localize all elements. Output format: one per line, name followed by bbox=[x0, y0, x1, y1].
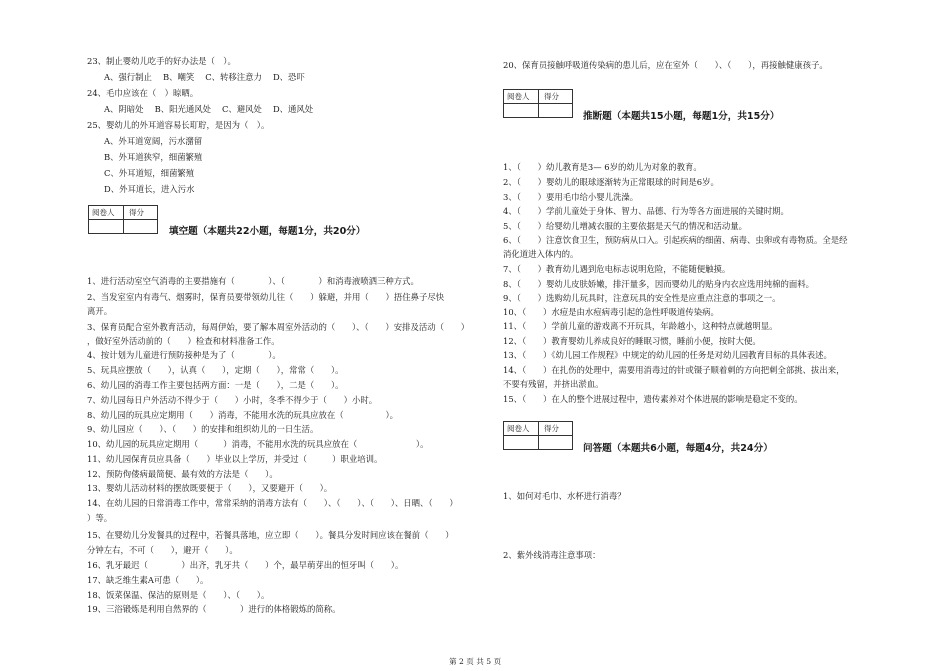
grader-label: 阅卷人 bbox=[507, 424, 530, 433]
question-23-options: A、强行制止 B、嘲笑 C、转移注意力 D、恐吓 bbox=[104, 72, 305, 82]
fill-item-2: 2、当发室室内有毒气、烟雾时，保育员要带领幼儿往（ ）躲避，并用（ ）捂住鼻子尽快 bbox=[87, 292, 445, 302]
fill-item-15-cont: 分钟左右，不可（ ），避开（ ）。 bbox=[87, 545, 238, 555]
judge-item-4: 4、（ ）学前儿童处于身体、智力、品德、行为等各方面进展的关键时期。 bbox=[503, 206, 789, 216]
question-25: 25、婴幼儿的外耳道容易长耵聍，是因为（ ）。 bbox=[87, 120, 270, 130]
score-label: 得分 bbox=[544, 424, 559, 433]
score-label: 得分 bbox=[129, 208, 144, 217]
question-24: 24、毛巾应该在（ ）晾晒。 bbox=[87, 88, 199, 98]
page-footer: 第 2 页 共 5 页 bbox=[448, 657, 502, 666]
qa-item-2: 2、紫外线消毒注意事项： bbox=[503, 550, 601, 560]
judge-item-13: 13、（ ）《幼儿园工作规程》中规定的幼儿园的任务是对幼儿园教育目标的具体表述。 bbox=[503, 350, 832, 360]
score-box bbox=[503, 421, 573, 450]
judge-item-1: 1、（ ）幼儿教育是3— 6岁的幼儿为对象的教育。 bbox=[503, 162, 702, 172]
section-title-judge: 推断题（本题共15小题，每题1分，共15分） bbox=[583, 111, 780, 122]
fill-item-6: 6、幼儿园的消毒工作主要包括两方面：一是（ ），二是（ ）。 bbox=[87, 380, 344, 390]
judge-item-9: 9、（ ）选购幼儿玩具时，注意玩具的安全性是应重点注意的事项之一。 bbox=[503, 293, 781, 303]
section-title-fill: 填空题（本题共22小题，每题1分，共20分） bbox=[169, 226, 366, 237]
fill-item-13: 13、婴幼儿活动材料的摆放既要便于（ ），又要避开（ ）。 bbox=[87, 483, 333, 493]
fill-item-1: 1、进行活动室空气消毒的主要措施有（ ）、（ ）和消毒液喷洒三种方式。 bbox=[87, 276, 419, 286]
qa-item-1: 1、如何对毛巾、水杯进行消毒？ bbox=[503, 491, 626, 501]
grader-label: 阅卷人 bbox=[92, 208, 115, 217]
fill-item-17: 17、缺乏维生素A可患（ ）。 bbox=[87, 575, 209, 585]
fill-item-8: 8、幼儿园的玩具应定期用（ ）消毒，不能用水洗的玩具应放在（ ）。 bbox=[87, 410, 399, 420]
fill-item-19: 19、三浴锻炼是利用自然界的（ ）进行的体格锻炼的简称。 bbox=[87, 604, 341, 614]
score-box bbox=[88, 205, 158, 234]
judge-item-6: 6、（ ）注意饮食卫生，预防病从口入。引起疾病的细菌、病毒、虫卵或有毒物质。全是经 bbox=[503, 235, 848, 245]
fill-item-9: 9、幼儿园应（ ）、（ ）的安排和组织幼儿的一日生活。 bbox=[87, 424, 319, 434]
judge-item-8: 8、（ ）婴幼儿皮肤娇嫩，排汗量多，因而婴幼儿的贴身内衣应选用纯棉的面料。 bbox=[503, 279, 815, 289]
question-24-options: A、阴暗处 B、阳光通风处 C、避风处 D、通风处 bbox=[104, 104, 314, 114]
question-25-option-a: A、外耳道宽阔，污水潴留 bbox=[104, 136, 203, 146]
judge-item-14-cont: 不要有残留，并挤出淤血。 bbox=[503, 379, 604, 389]
fill-item-14: 14、在幼儿园的日常消毒工作中，常常采纳的消毒方法有（ ）、（ ）、（ ）、日晒、（ ） bbox=[87, 498, 458, 508]
fill-item-14-cont: ）等。 bbox=[87, 513, 113, 523]
score-box bbox=[503, 89, 573, 118]
fill-item-3: 3、保育员配合室外教育活动，每周伊始，要了解本周室外活动的（ ）、（ ）安排及活动（ ） bbox=[87, 322, 470, 332]
judge-item-3: 3、（ ）要用毛巾给小婴儿洗澡。 bbox=[503, 192, 639, 202]
fill-item-18: 18、饭菜保温、保洁的原则是（ ）、（ ）。 bbox=[87, 590, 270, 600]
judge-item-2: 2、（ ）婴幼儿的眼球逐渐转为正常眼球的时间是6岁。 bbox=[503, 177, 719, 187]
fill-item-10: 10、幼儿园的玩具应定期用（ ）消毒，不能用水洗的玩具应放在（ ）。 bbox=[87, 439, 429, 449]
fill-item-7: 7、幼儿园每日户外活动不得少于（ ）小时，冬季不得少于（ ）小时。 bbox=[87, 395, 378, 405]
question-25-option-b: B、外耳道狭窄，细菌繁殖 bbox=[104, 152, 203, 162]
question-23: 23、制止婴幼儿吃手的好办法是（ ）。 bbox=[87, 56, 236, 66]
fill-item-3-cont: ，做好室外活动前的（ ）检查和材料准备工作。 bbox=[87, 336, 280, 346]
question-25-option-c: C、外耳道短，细菌繁殖 bbox=[104, 168, 195, 178]
fill-item-16: 16、乳牙最迟（ ）出齐，乳牙共（ ）个，最早萌芽出的恒牙叫（ ）。 bbox=[87, 560, 404, 570]
judge-item-7: 7、（ ）教育幼儿遇到危电标志说明危险，不能随便触摸。 bbox=[503, 264, 731, 274]
fill-item-2-cont: 离开。 bbox=[87, 306, 113, 316]
fill-item-4: 4、按计划为儿童进行预防接种是为了（ ）。 bbox=[87, 350, 281, 360]
judge-item-6-cont: 消化道进入体内的。 bbox=[503, 249, 579, 259]
fill-item-11: 11、幼儿园保育员应具备（ ）毕业以上学历，并受过（ ）职业培训。 bbox=[87, 454, 383, 464]
fill-item-15: 15、在婴幼儿分发餐具的过程中，若餐具落地，应立即（ ）。餐具分发时间应该在餐前（ ） bbox=[87, 530, 454, 540]
judge-item-5: 5、（ ）给婴幼儿增减衣服的主要依据是天气的情况和活动量。 bbox=[503, 221, 748, 231]
judge-item-11: 11、（ ）学前儿童的游戏离不开玩具，年龄越小，这种特点就越明显。 bbox=[503, 321, 778, 331]
judge-item-10: 10、（ ）水痘是由水痘病毒引起的急性呼吸道传染病。 bbox=[503, 307, 719, 317]
fill-item-12: 12、预防佝偻病最简便、最有效的方法是（ ）。 bbox=[87, 469, 278, 479]
question-25-option-d: D、外耳道长，进入污水 bbox=[104, 184, 195, 194]
score-label: 得分 bbox=[544, 92, 559, 101]
fill-item-5: 5、玩具应摆放（ ），认真（ ），定期（ ），常常（ ）。 bbox=[87, 365, 344, 375]
judge-item-12: 12、（ ）教育婴幼儿养成良好的睡眠习惯，睡前小便，按时大便。 bbox=[503, 336, 761, 346]
grader-label: 阅卷人 bbox=[507, 92, 530, 101]
section-title-qa: 问答题（本题共6小题，每题4分，共24分） bbox=[583, 443, 773, 454]
question-20: 20、保育员接触呼吸道传染病的患儿后，应在室外（ ）、（ ），再接触健康孩子。 bbox=[503, 60, 828, 70]
judge-item-15: 15、（ ）在人的整个进展过程中，遗传素养对个体进展的影响是稳定不变的。 bbox=[503, 394, 803, 404]
judge-item-14: 14、（ ）在扎伤的处理中，需要用消毒过的针或镊子顺着刺的方向把刺全部挑、拔出来， bbox=[503, 365, 845, 375]
